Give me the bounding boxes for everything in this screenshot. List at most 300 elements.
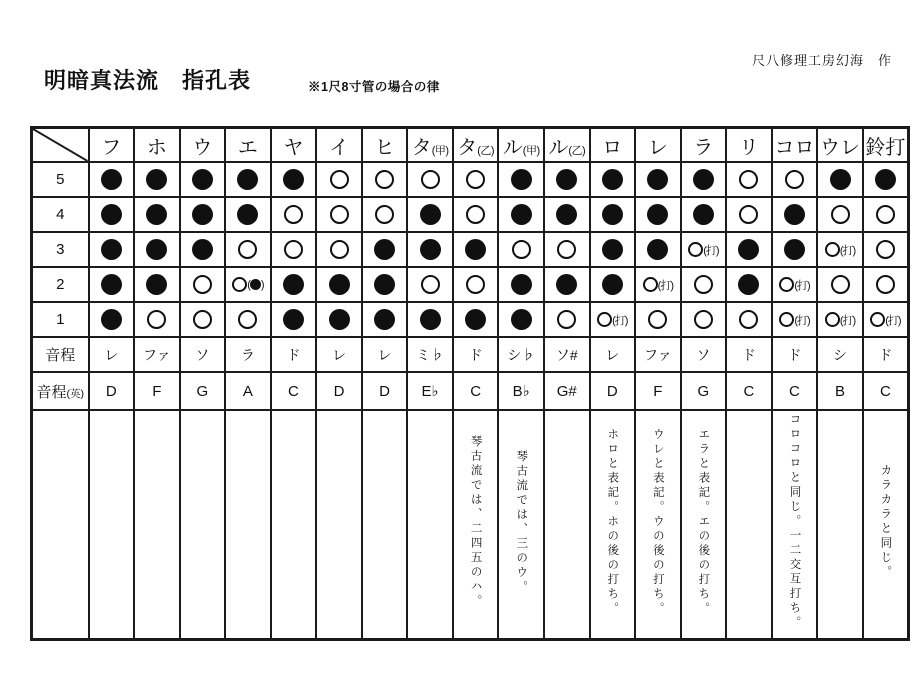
hole-cell: [180, 232, 226, 267]
pitch-cell: レ: [590, 337, 636, 372]
closed-hole-icon: [374, 239, 395, 260]
hole-cell: [726, 267, 772, 302]
label-sub: (乙): [477, 144, 495, 157]
closed-hole-icon: [374, 309, 395, 330]
open-hole-icon: [688, 242, 703, 257]
hole-cell: [635, 162, 681, 197]
label-main: ル: [502, 136, 523, 159]
open-hole-icon: [330, 170, 349, 189]
pitch-en-cell: D: [316, 372, 362, 410]
corner-diagonal-icon: [33, 129, 88, 161]
closed-hole-icon: [192, 204, 213, 225]
note-name-header: [544, 128, 590, 163]
pitch-en-row: [32, 372, 909, 410]
closed-hole-icon: [192, 239, 213, 260]
closed-hole-icon: [237, 204, 258, 225]
hole-cell: [134, 302, 180, 337]
note-text: カラカラと同じ。: [879, 464, 892, 580]
hole-cell: [726, 162, 772, 197]
pitch-row: [32, 337, 909, 372]
closed-hole-icon: [784, 239, 805, 260]
hole-cell: [772, 197, 818, 232]
pitch-en-cell: D: [362, 372, 408, 410]
closed-hole-icon: [146, 239, 167, 260]
open-hole-icon: [193, 275, 212, 294]
closed-hole-icon: [465, 309, 486, 330]
hole-row: [32, 267, 909, 302]
closed-hole-icon: [602, 204, 623, 225]
open-hole-icon: [193, 310, 212, 329]
hole-cell: [407, 232, 453, 267]
hole-cell: [407, 162, 453, 197]
hole-cell: [681, 162, 727, 197]
hole-annotation: (: [247, 278, 250, 291]
closed-hole-icon: [511, 274, 532, 295]
pitch-cell: ド: [772, 337, 818, 372]
pitch-en-cell: B: [817, 372, 863, 410]
hole-cell: [498, 162, 544, 197]
closed-hole-icon: [647, 204, 668, 225]
hole-cell: [681, 302, 727, 337]
hole-row-label: 4: [32, 197, 89, 232]
hole-row-label: 5: [32, 162, 89, 197]
hole-cell: [89, 232, 135, 267]
hole-annotation: (打): [794, 279, 810, 292]
pitch-cell: ド: [726, 337, 772, 372]
hole-cell: [271, 267, 317, 302]
hole-cell: [180, 302, 226, 337]
hole-cell: [817, 162, 863, 197]
hole-cell: [498, 232, 544, 267]
closed-hole-icon: [556, 204, 577, 225]
closed-hole-icon: [283, 309, 304, 330]
pitch-cell: ソ: [681, 337, 727, 372]
open-hole-icon: [648, 310, 667, 329]
open-hole-icon: [597, 312, 612, 327]
note-cell: [180, 410, 226, 640]
note-name-header: ヤ: [271, 128, 317, 163]
page-subtitle: ※1尺8寸管の場合の律: [308, 80, 440, 94]
open-hole-icon: [825, 242, 840, 257]
pitch-cell: ファ: [134, 337, 180, 372]
open-hole-icon: [785, 170, 804, 189]
hole-cell: [362, 267, 408, 302]
open-hole-icon: [466, 170, 485, 189]
note-cell: [134, 410, 180, 640]
note-name-header: フ: [89, 128, 135, 163]
hole-cell: [407, 267, 453, 302]
hole-cell: [544, 232, 590, 267]
pitch-en-cell: F: [635, 372, 681, 410]
hole-cell: [590, 162, 636, 197]
hole-cell: [726, 232, 772, 267]
pitch-en-cell: C: [271, 372, 317, 410]
hole-cell: [498, 267, 544, 302]
pitch-en-cell: E♭: [407, 372, 453, 410]
closed-hole-icon: [420, 309, 441, 330]
hole-cell: [89, 302, 135, 337]
open-hole-icon: [557, 240, 576, 259]
hole-cell: [772, 267, 818, 302]
open-hole-icon: [375, 170, 394, 189]
hole-cell: [134, 267, 180, 302]
hole-cell: [453, 267, 499, 302]
closed-hole-icon: [465, 239, 486, 260]
hole-cell: [590, 197, 636, 232]
note-text: ホロと表記。ホの後の打ち。: [606, 427, 619, 617]
hole-cell: [863, 267, 909, 302]
hole-annotation: (打): [703, 244, 719, 257]
closed-hole-icon: [101, 239, 122, 260]
closed-hole-icon: [146, 169, 167, 190]
hole-row-label: 1: [32, 302, 89, 337]
hole-cell: [271, 232, 317, 267]
hole-cell: [726, 302, 772, 337]
closed-hole-icon: [329, 274, 350, 295]
pitch-cell: ミ♭: [407, 337, 453, 372]
open-hole-icon: [421, 170, 440, 189]
closed-hole-icon: [647, 169, 668, 190]
open-hole-icon: [466, 205, 485, 224]
open-hole-icon: [238, 310, 257, 329]
pitch-en-cell: G#: [544, 372, 590, 410]
hole-cell: [453, 162, 499, 197]
note-cell: [544, 410, 590, 640]
closed-hole-icon: [101, 204, 122, 225]
label-main: ル: [548, 136, 569, 159]
open-hole-icon: [330, 205, 349, 224]
hole-cell: [89, 197, 135, 232]
note-cell: [863, 410, 909, 640]
hole-cell: [316, 302, 362, 337]
label-main: タ: [457, 136, 478, 159]
pitch-en-cell: G: [180, 372, 226, 410]
hole-cell: [635, 267, 681, 302]
hole-cell: [817, 267, 863, 302]
hole-cell: [681, 197, 727, 232]
note-cell: [590, 410, 636, 640]
note-text: コロコロと同じ。一二交互打ち。: [788, 413, 801, 631]
pitch-cell: ソ: [180, 337, 226, 372]
corner-cell: [32, 128, 89, 163]
hole-annotation: ): [260, 278, 264, 291]
closed-hole-icon: [647, 239, 668, 260]
hole-cell: [453, 232, 499, 267]
open-hole-icon: [375, 205, 394, 224]
hole-annotation: (打): [839, 314, 856, 327]
closed-hole-icon: [693, 204, 714, 225]
closed-hole-icon: [511, 204, 532, 225]
hole-cell: [635, 302, 681, 337]
pitch-en-cell: A: [225, 372, 271, 410]
fingering-chart-table: [30, 126, 910, 641]
closed-hole-icon: [101, 169, 122, 190]
open-hole-icon: [739, 310, 758, 329]
note-name-header: レ: [635, 128, 681, 163]
closed-hole-icon: [283, 274, 304, 295]
open-hole-icon: [330, 240, 349, 259]
hole-cell: [544, 302, 590, 337]
hole-cell: [316, 197, 362, 232]
open-hole-icon: [876, 240, 895, 259]
open-hole-icon: [284, 240, 303, 259]
hole-cell: [817, 197, 863, 232]
note-cell: [271, 410, 317, 640]
pitch-cell: ド: [863, 337, 909, 372]
label-sub: (乙): [568, 144, 586, 157]
pitch-cell: ド: [271, 337, 317, 372]
pitch-cell: ラ: [225, 337, 271, 372]
pitch-cell: ファ: [635, 337, 681, 372]
closed-hole-icon: [556, 169, 577, 190]
closed-hole-icon: [602, 169, 623, 190]
closed-hole-icon: [602, 239, 623, 260]
pitch-cell: ソ#: [544, 337, 590, 372]
hole-cell: [681, 232, 727, 267]
open-hole-icon: [238, 240, 257, 259]
open-hole-icon: [825, 312, 840, 327]
hole-cell: [681, 267, 727, 302]
hole-annotation: (打): [612, 314, 628, 327]
closed-hole-icon: [784, 204, 805, 225]
notes-row-label: [32, 410, 89, 640]
hole-cell: [362, 162, 408, 197]
hole-cell: [498, 302, 544, 337]
closed-hole-icon: [693, 169, 714, 190]
hole-cell: [863, 232, 909, 267]
label-sub: (甲): [522, 144, 540, 157]
hole-annotation: (打): [657, 279, 673, 292]
hole-annotation: (打): [885, 314, 901, 327]
hole-cell: [271, 302, 317, 337]
note-cell: [772, 410, 818, 640]
hole-cell: [590, 232, 636, 267]
hole-cell: [316, 232, 362, 267]
closed-hole-icon: [146, 204, 167, 225]
closed-hole-icon: [192, 169, 213, 190]
closed-hole-icon: [329, 309, 350, 330]
closed-hole-icon: [420, 239, 441, 260]
header-row: [32, 128, 909, 163]
note-cell: [726, 410, 772, 640]
closed-hole-icon: [830, 169, 851, 190]
pitch-cell: シ: [817, 337, 863, 372]
hole-cell: [89, 162, 135, 197]
open-hole-icon: [694, 275, 713, 294]
hole-cell: [590, 267, 636, 302]
open-hole-icon: [421, 275, 440, 294]
note-name-header: リ: [726, 128, 772, 163]
pitch-en-cell: C: [453, 372, 499, 410]
note-name-header: エ: [225, 128, 271, 163]
note-name-header: ウ: [180, 128, 226, 163]
open-hole-icon: [739, 205, 758, 224]
open-hole-icon: [512, 240, 531, 259]
closed-hole-icon: [511, 169, 532, 190]
hole-cell: [772, 232, 818, 267]
pitch-en-cell: B♭: [498, 372, 544, 410]
hole-cell: [362, 232, 408, 267]
label-main: タ: [411, 136, 432, 159]
closed-hole-icon: [101, 274, 122, 295]
closed-hole-icon: [250, 279, 261, 290]
open-hole-icon: [694, 310, 713, 329]
hole-cell: [134, 232, 180, 267]
hole-annotation: (打): [794, 314, 810, 327]
note-cell: [89, 410, 135, 640]
open-hole-icon: [876, 205, 895, 224]
hole-cell: [225, 302, 271, 337]
open-hole-icon: [643, 277, 658, 292]
pitch-en-cell: C: [726, 372, 772, 410]
note-cell: [407, 410, 453, 640]
pitch-en-cell: C: [772, 372, 818, 410]
note-name-header: ホ: [134, 128, 180, 163]
note-name-header: ラ: [681, 128, 727, 163]
pitch-en-cell: D: [590, 372, 636, 410]
closed-hole-icon: [511, 309, 532, 330]
note-text: ウレと表記。ウの後の打ち。: [651, 427, 664, 617]
note-name-header: [407, 128, 453, 163]
note-name-header: 鈴打: [863, 128, 909, 163]
hole-row: [32, 162, 909, 197]
note-text: 琴古流では、三のウ。: [515, 449, 528, 595]
note-cell: [681, 410, 727, 640]
note-cell: [817, 410, 863, 640]
hole-row: [32, 302, 909, 337]
hole-cell: [726, 197, 772, 232]
hole-cell: [590, 302, 636, 337]
hole-cell: [544, 267, 590, 302]
page-title: 明暗真法流 指孔表: [44, 68, 252, 93]
hole-cell: [772, 302, 818, 337]
hole-cell: [180, 197, 226, 232]
hole-cell: [362, 197, 408, 232]
hole-cell: [635, 197, 681, 232]
label-sub: (英): [66, 387, 84, 400]
open-hole-icon: [232, 277, 247, 292]
pitch-cell: レ: [89, 337, 135, 372]
note-cell: [362, 410, 408, 640]
hole-cell: [544, 197, 590, 232]
hole-cell: [180, 162, 226, 197]
note-name-header: イ: [316, 128, 362, 163]
note-cell: [225, 410, 271, 640]
hole-cell: [89, 267, 135, 302]
closed-hole-icon: [875, 169, 896, 190]
hole-cell: [271, 197, 317, 232]
hole-cell: [225, 162, 271, 197]
pitch-en-cell: G: [681, 372, 727, 410]
open-hole-icon: [147, 310, 166, 329]
hole-cell: [863, 302, 909, 337]
open-hole-icon: [284, 205, 303, 224]
pitch-cell: シ♭: [498, 337, 544, 372]
hole-cell: [544, 162, 590, 197]
label-sub: (甲): [431, 144, 449, 157]
hole-row-label: 2: [32, 267, 89, 302]
note-cell: [453, 410, 499, 640]
author-credit: 尺八修理工房幻海 作: [752, 53, 893, 68]
closed-hole-icon: [237, 169, 258, 190]
open-hole-icon: [831, 205, 850, 224]
closed-hole-icon: [602, 274, 623, 295]
hole-cell: [453, 302, 499, 337]
label-main: 音程: [36, 383, 67, 401]
note-text: エラと表記。エの後の打ち。: [697, 427, 710, 617]
pitch-en-cell: F: [134, 372, 180, 410]
note-cell: [635, 410, 681, 640]
closed-hole-icon: [374, 274, 395, 295]
closed-hole-icon: [556, 274, 577, 295]
closed-hole-icon: [738, 239, 759, 260]
open-hole-icon: [870, 312, 885, 327]
pitch-en-cell: D: [89, 372, 135, 410]
note-name-header: ロ: [590, 128, 636, 163]
open-hole-icon: [739, 170, 758, 189]
hole-cell: [271, 162, 317, 197]
open-hole-icon: [466, 275, 485, 294]
note-text: 琴古流では、二四五のハ。: [469, 435, 482, 609]
hole-row-label: 3: [32, 232, 89, 267]
closed-hole-icon: [101, 309, 122, 330]
open-hole-icon: [779, 277, 794, 292]
hole-cell: [453, 197, 499, 232]
hole-row: [32, 197, 909, 232]
notes-row: [32, 410, 909, 640]
note-cell: [498, 410, 544, 640]
pitch-en-row-label: [32, 372, 89, 410]
hole-cell: [772, 162, 818, 197]
hole-cell: [498, 197, 544, 232]
hole-cell: [180, 267, 226, 302]
open-hole-icon: [831, 275, 850, 294]
pitch-cell: ド: [453, 337, 499, 372]
open-hole-icon: [557, 310, 576, 329]
note-name-header: [453, 128, 499, 163]
hole-cell: [134, 162, 180, 197]
pitch-row-label: 音程: [32, 337, 89, 372]
hole-cell: [817, 302, 863, 337]
note-cell: [316, 410, 362, 640]
hole-cell: [863, 162, 909, 197]
hole-row: [32, 232, 909, 267]
hole-cell: [316, 267, 362, 302]
hole-cell: [134, 197, 180, 232]
hole-cell: [362, 302, 408, 337]
note-name-header: コロ: [772, 128, 818, 163]
closed-hole-icon: [738, 274, 759, 295]
hole-cell: [635, 232, 681, 267]
pitch-cell: レ: [316, 337, 362, 372]
hole-annotation: (打): [839, 244, 856, 257]
hole-cell: [407, 302, 453, 337]
open-hole-icon: [779, 312, 794, 327]
hole-cell: [225, 197, 271, 232]
closed-hole-icon: [420, 204, 441, 225]
hole-cell: [225, 232, 271, 267]
hole-cell: [316, 162, 362, 197]
hole-cell: [407, 197, 453, 232]
note-name-header: [498, 128, 544, 163]
pitch-en-cell: C: [863, 372, 909, 410]
hole-cell: [817, 232, 863, 267]
hole-cell: [863, 197, 909, 232]
note-name-header: ウレ: [817, 128, 863, 163]
closed-hole-icon: [146, 274, 167, 295]
open-hole-icon: [876, 275, 895, 294]
note-name-header: ヒ: [362, 128, 408, 163]
